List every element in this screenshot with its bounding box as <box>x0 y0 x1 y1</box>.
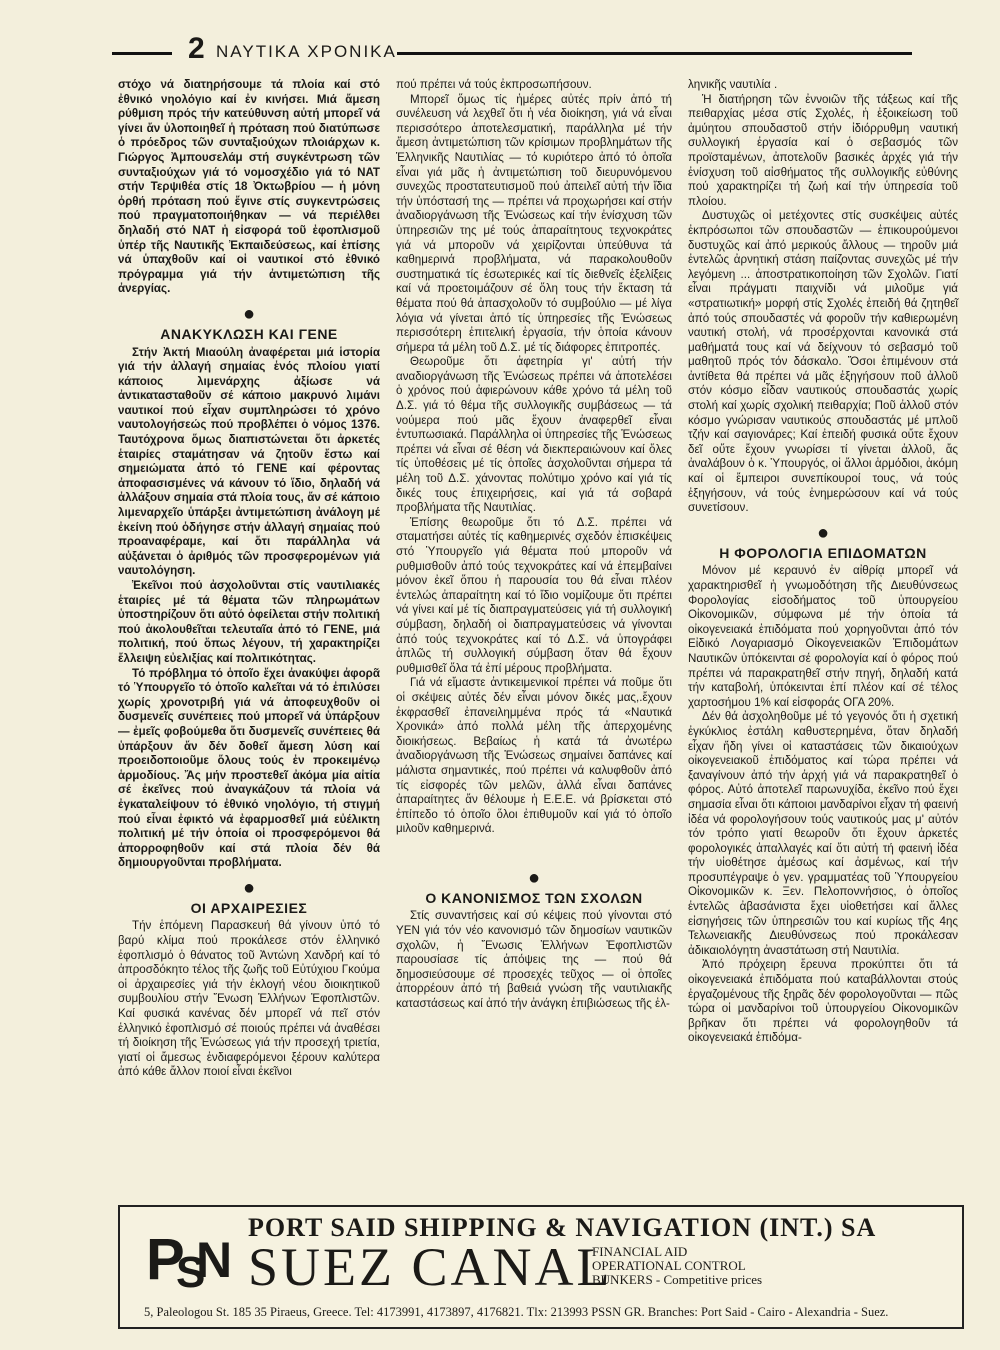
paragraph: Στίς συναντήσεις καί σύ κέψεις πού γίνονται στό ΥΕΝ γιά τόν νέο κανονισμό τῶν δημοσίων ναυτικῶν σχολῶν, ἡ Ἕνωσις Ἑλλήνων Ἐφοπλιστῶν παρουσίασε τίς ἀπόψεις της — πού θά δημοσιεύσουμε σέ προσεχές τεῦχος — οἱ ὁποῖες ἀπορρέουν ἀπό τή βαθειά γνώση τῆς ναυτιλιακῆς καταστάσεως καί ἀπό τήν ἀνάγκη ἐπιβιώσεως τῆς ἑλ- <box>396 909 672 1011</box>
paragraph: Γιά νά εἴμαστε ἀντικειμενικοί πρέπει νά ποῦμε ὅτι οἱ σκέψεις αὐτές δέν εἶναι μόνον δικές μας,.ἔχουν ἐκφρασθεῖ ἐπανειλημμένα πρός τά «Ναυτικά Χρονικά» ἀπό πολλά μέλη τῆς ἀπερχομένης διοικήσεως. Βεβαίως ἡ κατά τά ἀνωτέρω ἀναδιοργάνωση τῆς Ἑνώσεως σημαίνει δαπάνες καί μάλιστα σημαντικές, πού πρέπει νά καλυφθοῦν ἀπό τίς εἰσφορές τῶν μελῶν, ἀλλά εἶναι δαπάνες ἀπαραίτητες ἄν θέλουμε ἡ Ε.Ε.Ε. νά βρίσκεται στό ἐπίπεδο τό ὁποῖο ὅλοι ἐπιθυμοῦν καί γιά τό ὁποῖο μιλοῦν καθημερινά. <box>396 676 672 836</box>
column-1 <box>118 78 380 1080</box>
ad-contact-line: 5, Paleologou St. 185 35 Piraeus, Greece. Tel: 4173991, 4173897, 4176821. Tlx: 213993 PSSN GR. Branches: Port Said - Cairo - Alexandria - Suez. <box>144 1305 889 1319</box>
paragraph: Ἡ διατήρηση τῶν ἐννοιῶν τῆς τάξεως καί τῆς πειθαρχίας μέσα στίς Σχολές, ἡ ἐξοικείωση τοῦ ἀμύητου σπουδαστοῦ στήν ἰδιόρρυθμη ναυτική συλλογική ἐργασία καί ὁ σεβασμός τῶν προϊσταμένων, ἀποτελοῦν βασικές ἀρχές γιά τήν ἐνίσχυση τοῦ αἰσθήματος τῆς συλλογικῆς εὐθύνης πού χαρακτηρίζει τή ζωή καί τήν ὑπηρεσία τοῦ πλοίου. <box>688 92 958 208</box>
ad-services <box>592 1245 762 1287</box>
advertisement-box <box>118 1205 964 1329</box>
paragraph: Ἐπίσης θεωροῦμε ὅτι τό Δ.Σ. πρέπει νά σταματήσει αὐτές τίς καθημερινές σχεδόν ἐπισκέψεις στό Ὑπουργεῖο γιά θέματα πού μποροῦν νά ρυθμισθοῦν ἀπό τούς τεχνοκράτες καί νά ἐπεμβαίνει μόνον ἐκεῖ ὅπου ἡ παρουσία του θά εἶναι πλέον ἐντελώς ἀπαραίτητη καί τό ἴδιο νομίζουμε ὅτι πρέπει νά γίνει καί μέ τίς διαπραγματεύσεις γιά τή συλλογική σύμβαση, δηλαδή οἱ διαπραγματεύσεις νά γίνονται ἀπό τούς τεχνοκράτες καί τό Δ.Σ. νά ὑπογράφει ἁπλῶς τή συλλογική σύμβαση ὅταν θά ἔχουν ρυθμισθεῖ ὅλα τά ἐπί μέρους προβλήματα. <box>396 515 672 675</box>
ad-headline: SUEZ CANAL <box>248 1237 613 1297</box>
intro-paragraph: στόχο νά διατηρήσουμε τά πλοία καί στό ἐθνικό νηολόγιο καί ἐν κινήσει. Μιά ἄμεση ρύθμιση πρός τήν κατεύθυνση αὐτή μπορεῖ νά γίνει ἄν ὑλοποιηθεῖ ἡ πρόταση πού διατύπωσε ὁ πρόεδρος τῶν συνταξιούχων πλοιάρχων κ. Γιώργος Ἀμπουσελάμ στή συγκέντρωση τῶν συνταξιούχων γιά τό νομοσχέδιο γιά τό ΝΑΤ στήν Τερψιθέα στίς 18 Ὀκτωβρίου — ἡ μόνη ὀρθή πρόταση πού ἔγινε στίς συγκεντρώσεις πού πραγματοποιήθηκαν — νά περιέλθει δηλαδή στό ΝΑΤ ἡ εἰσφορά τοῦ ἐφοπλισμοῦ ὑπέρ τῆς Ναυτικῆς Ἐκπαιδεύσεως, καί ἐπίσης νά ὑπαχθοῦν καί οἱ ναυτικοί στό ἐθνικό πρόγραμμα γιά τήν ἀντιμετώπιση τῆς ἀνεργίας. <box>118 78 380 296</box>
paragraph: Δέν θά ἀσχοληθοῦμε μέ τό γεγονός ὅτι ἡ σχετική ἐγκύκλιος ἐστάλη καθυστερημένα, ὅταν δηλαδή εἶχαν ἤδη γίνει οἱ καταστάσεις τῶν δικαιούχων οἰκογενειακοῦ ἐπιδόματος καί τώρα πρέπει νά ξαναγίνουν ἀπό τήν ἀρχή γιά νά παρακρατηθεῖ ὁ φόρος. Αὐτό ἀποτελεῖ παρωνυχίδα, ἐκεῖνο πού ἔχει σημασία εἶναι ὅτι κάποιοι μανδαρίνοι εἶχαν τή φαεινή ἰδέα νά φορολογήσουν τούς ναυτικούς μας μ' αὐτόν τόν τρόπο γιατί θεωροῦν ὅτι ἔχουν ἀρκετές φορολογικές ἀπαλλαγές καί ὅτι αὐτή τή φαεινή ἰδέα τήν υἱοθέτησε ἀμέσως καί ἀσμένως, καί τήν προσυπέγραψε ὁ γεν. γραμματέας τοῦ Ὑπουργείου Οἰκονομικῶν κ. Ξεν. Πελοποννήσιος, ὁ ὁποῖος ἐντελῶς ἀβασάνιστα ἔχει υἱοθετήσει καί ἄλλες εἰσηγήσεις τῶν ὑπηρεσιῶν του καί κυρίως τῆς 4ης Τελωνειακῆς Διευθύνσεως πού προκάλεσαν ἀδικαιολόγητη ἀναστάτωση στή Ναυτιλία. <box>688 710 958 957</box>
header-rule-left <box>112 52 172 55</box>
ad-company-name: PORT SAID SHIPPING & NAVIGATION (INT.) SA <box>248 1213 877 1242</box>
logo-letter-s: S <box>176 1248 206 1297</box>
paragraph: ληνικῆς ναυτιλία . <box>688 78 778 91</box>
paragraph: Μόνον μέ κεραυνό ἐν αἰθρίᾳ μπορεῖ νά χαρακτηρισθεῖ ἡ γνωμοδότηση τῆς Διευθύνσεως Φορολογίας εἰσοδήματος τοῦ ὑπουργείου Οἰκονομικῶν, σύμφωνα μέ τήν ὁποία τά οἰκογενειακά ἐπιδόματα πού χορηγοῦνται ἀπό τόν Εἰδικό Λογαριασμό Οἰκογενειακῶν Ἐπιδομάτων Ναυτικῶν ὑπόκεινται σέ φορολογία καί ὁ φόρος πού πρέπει νά παρακρατηθεῖ στήν πηγή, δηλαδή κατά τήν καταβολή, ὑπόκεινται ἐπί πλέον καί σέ τέλος χαρτοσήμου 1% καί εἰσφοράς ΟΓΑ 20%. <box>688 564 958 709</box>
paragraph: Ἐκεῖνοι πού ἀσχολοῦνται στίς ναυτιλιακές ἑταιρίες μέ τά θέματα τῶν πληρωμάτων ὑποστηρίζουν ὅτι αὐτό ὀφείλεται στήν πολιτική πού ἀκολουθεῖται τελευταῖα ἀπό τό ΓΕΝΕ, μιά πολιτική, πού ὅπως λέγουν, τή χαρακτηρίζει ἔλλειψη εὐελιξίας καί πολιτικότητας. <box>118 579 380 665</box>
ad-service-item: BUNKERS - Competitive prices <box>592 1272 763 1287</box>
page-number: 2 <box>188 32 205 65</box>
psn-logo-icon <box>144 1217 234 1297</box>
paragraph: Στήν Ἀκτή Μιαούλη ἀναφέρεται μιά ἱστορία γιά τήν ἀλλαγή σημαίας ἑνός πλοίου γιατί κάποιος λιμενάρχης ἀξίωσε νά ἀντικατασταθοῦν σέ κάποιο μακρυνό λιμάνι ναυτικοί πού εἶχαν συμπληρώσει τό χρόνο ναυτολογήσεώς πού προβλέπει ὁ νόμος 1376. Ταυτόχρονα ὅμως διαπιστώνεται ὅτι ἀρκετές ἑταιρίες σταμάτησαν νά ζητοῦν ἔστω καί σημειώματα ἀπό τό ΓΕΝΕ καί φέροντας ἀποφασισμένες νά κάνουν τό ἴδιο, δηλαδή νά ἀλλάξουν σημαία στά πλοία τους, ἄν σέ κάποιο λιμεναρχεῖο ὑπάρξει ἀντιμετώπιση ἀνάλογη μέ ἐκείνη πού ὁδήγησε στήν ἀλλαγή σημαίας πού προαναφέραμε, καί ὅτι παράλληλα νά αὐξάνεται ὁ ἀριθμός τῶν προσφερομένων γιά ναυτολόγηση. <box>118 345 380 578</box>
ad-service-item: OPERATIONAL CONTROL <box>592 1258 746 1273</box>
section-title-recycling: ΑΝΑΚΥΚΛΩΣΗ ΚΑΙ ΓΕΝΕ <box>160 325 338 342</box>
ad-service-item: FINANCIAL AID <box>592 1244 688 1259</box>
section-title-taxation: Η ΦΟΡΟΛΟΓΙΑ ΕΠΙΔΟΜΑΤΩΝ <box>719 544 927 561</box>
logo-letter-p: P <box>146 1227 185 1292</box>
section-title-schools: Ο ΚΑΝΟΝΙΣΜΟΣ ΤΩΝ ΣΧΟΛΩΝ <box>425 889 643 906</box>
bullet-dot-icon: ● <box>242 876 256 899</box>
paragraph: πού πρέπει νά τούς ἐκπροσωπήσουν. <box>396 78 592 91</box>
paragraph: Ἀπό πρόχειρη ἔρευνα προκύπτει ὅτι τά οἰκογενειακά ἐπιδόματα πού καταβάλλονται στούς ἐργαζομένους τῆς ξηρᾶς δέν φορολογοῦνται — πῶς τώρα οἱ μανδαρίνοι τοῦ ὑπουργείου Οἰκονομικῶν βρῆκαν ὅτι πρέπει νά φορολογηθοῦν τά οἰκογενειακά ἐπιδόμα- <box>688 958 958 1045</box>
section-title-elections: ΟΙ ΑΡΧΑΙΡΕΣΙΕΣ <box>190 899 308 916</box>
paragraph: Μπορεῖ ὅμως τίς ἡμέρες αὐτές πρίν ἀπό τή συνέλευση νά λεχθεῖ ὅτι ἡ νέα διοίκηση, γιά νά εἶναι περισσότερο ἀποτελεσματική, παράλληλα μέ τήν ἄμεση ἀντιμετώπιση τῶν κρίσιμων προβλημάτων τῆς Ἑλληνικῆς Ναυτιλίας — τό κυριότερο ἀπό τό ὁποῖα εἶναι γιά μᾶς ἡ ἀντιμετώπιση τοῦ διευρυνόμενου συνεχῶς προστατευτισμοῦ πού ἀπειλεῖ αὐτή τήν ἴδια τήν ὑπόστασή της — πρέπει νά προχωρήσει καί στήν ἀναδιοργάνωση τῆς Ἑνώσεως καί τήν ἐνίσχυση τῶν ὑπηρεσιῶν της μέ τούς ἀπαραίτητους τεχνοκράτες γιά νά μποροῦν νά χειρίζονται ὑπεύθυνα τά καθημερινά προβλήματα, νά παρακολουθοῦν συστηματικά τίς ἐσωτερικές καί τίς διεθνεῖς ἐξελίξεις καί νά προετοιμάζουν σέ ὅλη τους τήν ἔκταση τά θέματα πού θά ἀπασχολοῦν τό συμβούλιο — μέ λίγα λόγια νά γίνεται ἀπό τίς ὑπηρεσίες τῆς Ἑνώσεως περισσότερη ἐπιτελική ἐργασία, τήν ὁποία κάνουν σήμερα τά μέλη τοῦ Δ.Σ. μέ τίς διάφορες ἐπιτροπές. <box>396 92 672 354</box>
paragraph: Τήν ἑπόμενη Παρασκευή θά γίνουν ὑπό τό βαρύ κλίμα πού προκάλεσε στόν ἑλληνικό ἐφοπλισμό ὁ θάνατος τοῦ Ἀντώνη Χανδρή καί τό ἀπροσδόκητο τέλος τῆς ζωῆς τοῦ Εὐτύχιου Γκούμα οἱ ἀρχαιρεσίες γιά τήν ἐκλογή νέου διοικητικοῦ συμβουλίου στήν Ἕνωση Ἑλλήνων Ἐφοπλιστῶν. Καί φυσικά κανένας δέν μπορεῖ νά πεῖ στόν ἑλληνικό ἐφοπλισμό σέ ποιούς πρέπει νά ἀναθέσει τή διοίκηση τῆς Ἑνώσεως γιά τήν προσεχή τριετία, γιατί οἱ ἄμεσως ἐνδιαφερόμενοι ξέρουν καλύτερα ἀπό κάθε ἄλλον ποιοί εἶναι ἐκεῖνοι <box>118 919 380 1079</box>
paragraph: Θεωροῦμε ὅτι ἀφετηρία γι' αὐτή τήν αναδιοργάνωση τῆς Ἑνώσεως πρέπει νά ἀποτελέσει ὁ χρόνος πού ἀφιερώνουν κάθε χρόνο τά μέλη τοῦ Δ.Σ. γιά τό θέμα τῆς συλλογικῆς συμβάσεως — τά νούμερα πού μᾶς ἔχουν ἀναφερθεῖ εἶναι ἐντυπωσιακά. Παράλληλα οἱ ὑπηρεσίες τῆς Ἑνώσεως πρέπει νά εἶναι σέ θέση νά διεκπεραιώνουν καί ὅλες τίς ὑποθέσεις μέ τίς ὁποῖες ἀσχολοῦνται σήμερα τά μέλη τοῦ Δ.Σ. χάνοντας πολύτιμο χρόνο καί γιά τίς δικές τους ἐπιχειρήσεις, καί γιά τά σοβαρά προβλήματα τῆς Ναυτιλίας. <box>396 355 672 515</box>
header-rule-right <box>397 52 912 55</box>
column-2 <box>396 78 672 1012</box>
bullet-dot-icon: ● <box>242 302 256 325</box>
column-3 <box>688 78 958 1046</box>
page-header <box>112 34 912 74</box>
bullet-dot-icon: ● <box>816 521 830 544</box>
publication-title: ΝΑΥΤΙΚΑ ΧΡΟΝΙΚΑ <box>216 42 397 61</box>
logo-letter-n: N <box>196 1232 233 1288</box>
bullet-dot-icon: ● <box>527 866 541 889</box>
paragraph: Τό πρόβλημα τό ὁποῖο ἔχει ἀνακύψει ἀφορᾶ τό Ὑπουργεῖο τό ὁποῖο καλεῖται νά τό ἐπιλύσει χωρίς χρονοτριβή γιά νά ἀποφευχθοῦν οἱ δυσμενεῖς συνέπειες πού μπορεῖ νά ὑπάρξουν — ἐμεῖς φοβούμεθα ὅτι δυσμενεῖς συνέπειες θά ὑπάρξουν ἄν δέν δοθεῖ ἄμεση λύση καί προειδοποιοῦμε ὅλους τούς ἐν προκειμένῳ ἁρμοδίους. Ἄς μήν προστεθεῖ ἀκόμα μία αἰτία σέ ἐκεῖνες πού ἀναγκάζουν τά πλοία νά ἐγκαταλείψουν τό ἐθνικό νηολόγιο, τή στιγμή πού εἶναι ἐφικτό νά ἐφαρμοσθεῖ μιά εὐέλικτη πολιτική μέ τήν ὁποία οἱ προσφερόμενοι θά ἀπορροφηθοῦν καί στά πλοία δέν θά δημιουργοῦνται προβλήματα. <box>118 666 380 870</box>
paragraph: Δυστυχῶς οἱ μετέχοντες στίς συσκέψεις αὐτές ἐκπρόσωποι τῶν σπουδαστῶν — ἐπικουρούμενοι δυστυχῶς καί ἀπό μερικούς ἄλλους — τηροῦν μιά ἐντελῶς ἀρνητική στάση παίζοντας συνεχῶς μέ τήν λεγόμενη ... ἀποστρατικοποίηση τῶν Σχολῶν. Γιατί εἶναι πράγματι παιχνίδι νά μιλοῦμε γιά «στρατιωτική» μορφή στίς Σχολές ἐπειδή θά ζητηθεῖ ἀπό τούς σπουδαστές νά φοροῦν τήν καθιερωμένη ναυτική στολή, νά προσέρχονται κανονικά στά μαθήματά τους καί νά δείχνουν τό σεβασμό τοῦ μαθητοῦ πρός τόν δάσκαλο. Ὅσοι ἐπιμένουν στά ἀντίθετα θά πρέπει νά μᾶς ἐξηγήσουν ποῦ ἀλλοῦ στόν κόσμο εἶδαν ναυτικούς σπουδαστάς χωρίς στολή καί χωρίς σχολική πειθαρχία; Ποῦ ἀλλοῦ στόν κόσμο γνώρισαν ναυτικούς σπουδαστάς μέ μπλοῦ τζήν καί σαγιονάρες; Καί ἐπειδή φυσικά οὔτε ἔχουν δεῖ οὔτε ἔχουν γνωρίσει τί γίνεται ἀλλοῦ, ἄς ἀναλάβουν ὁ κ. Ὑπουργός, οἱ ἄλλοι ἁρμόδιοι, ἀκόμη καί οἱ ἔμπειροι συνεπίκουροί τους, νά τούς ἐξηγήσουν, νά τούς ἐνημερώσουν καί νά τούς συνετίσουν. <box>688 209 958 515</box>
